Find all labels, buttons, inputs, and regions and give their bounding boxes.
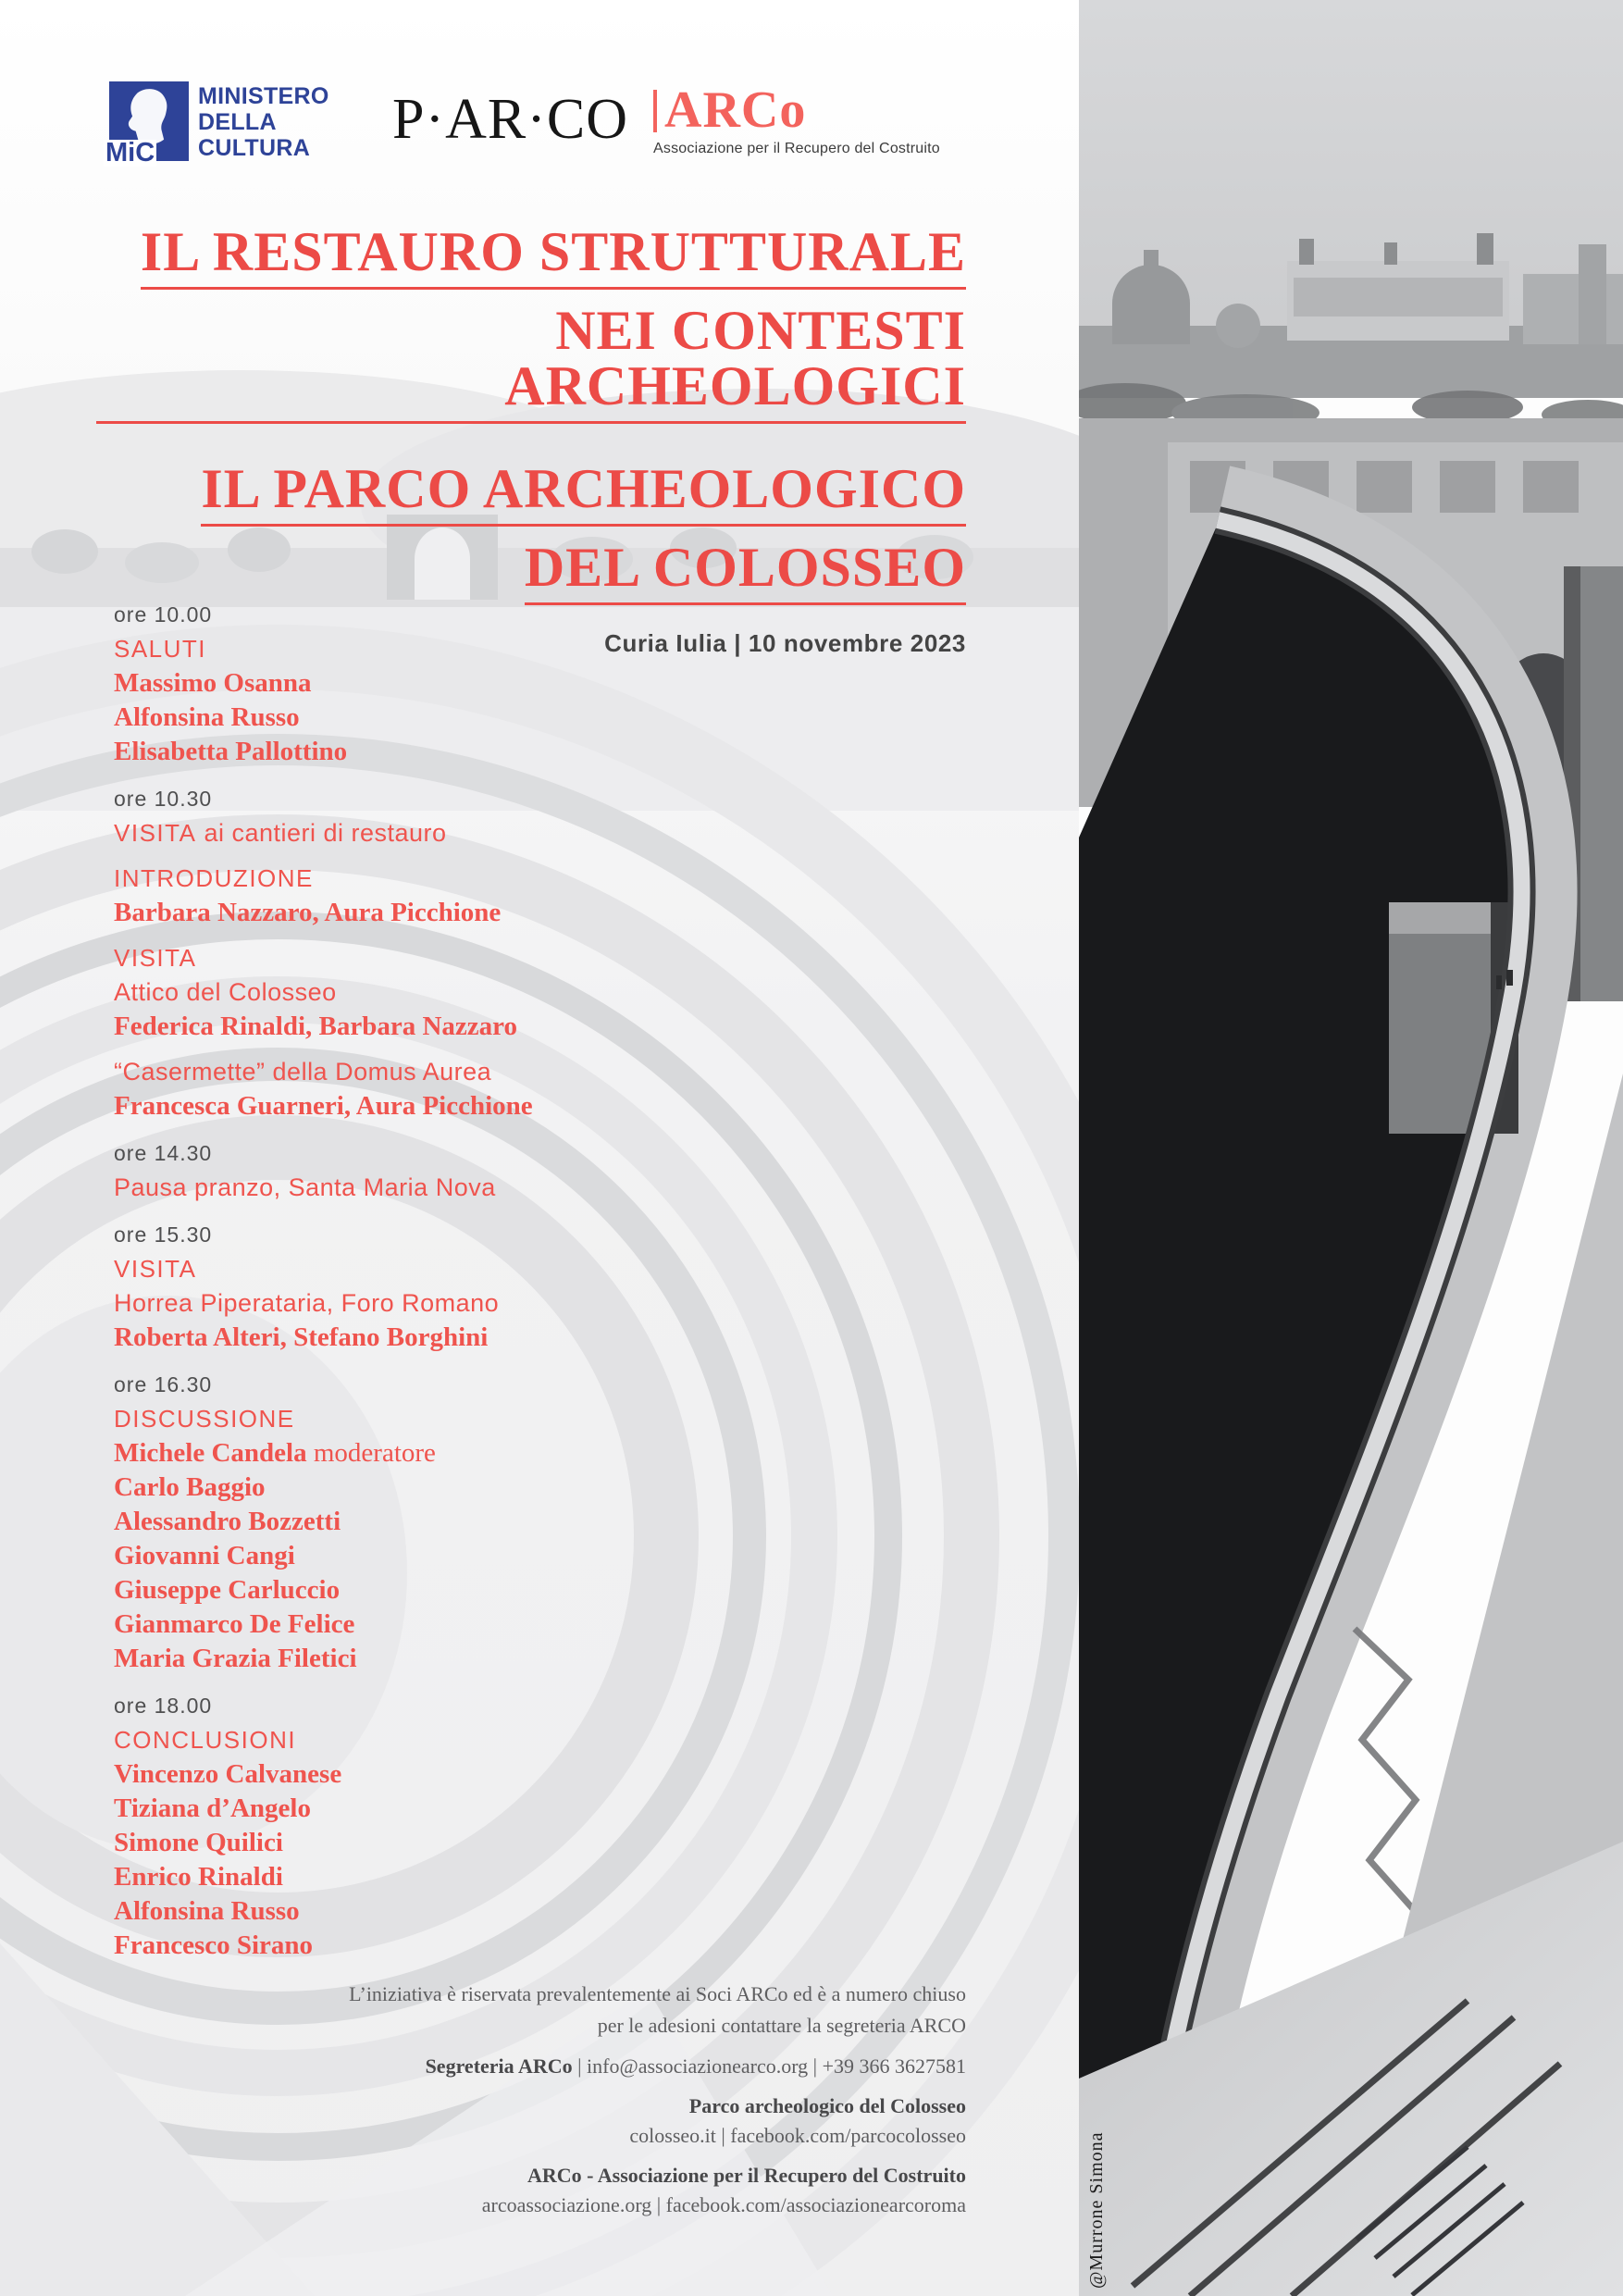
program-activity-line: [114, 1055, 1002, 1089]
program-line-text: Roberta Alteri, Stefano Borghini: [114, 1322, 489, 1352]
program-block: [114, 1368, 1002, 1676]
program-name-line: [114, 1505, 1002, 1539]
program-caption-line: [114, 1723, 1002, 1757]
footer: [96, 1979, 966, 2220]
program-line-text: Horrea Piperataria, Foro Romano: [114, 1289, 500, 1317]
mic-text-line: DELLA: [198, 109, 277, 135]
program-caption-line: [114, 1252, 1002, 1286]
program-section: [114, 1723, 1002, 1963]
footer-note-line: L’iniziativa è riservata prevalentemente ai Soci ARCo ed è a numero chiuso: [349, 1982, 966, 2005]
program-name-line: [114, 735, 1002, 769]
program-line-text: Maria Grazia Filetici: [114, 1644, 357, 1673]
footer-contact-line: [96, 2052, 966, 2081]
program-line-text: Giuseppe Carluccio: [114, 1575, 341, 1605]
program-line-text: “Casermette” della Domus Aurea: [114, 1058, 492, 1086]
program-line-text: Giovanni Cangi: [114, 1541, 295, 1570]
program-name-line: [114, 1792, 1002, 1826]
program-line-rest: moderatore: [306, 1438, 436, 1468]
program-caption-line: [114, 941, 1002, 975]
footer-contact-group: [96, 2161, 966, 2220]
title-line-4: DEL COLOSSEO: [525, 540, 966, 605]
program-line-text: Francesco Sirano: [114, 1930, 314, 1960]
program-line-text: Michele Candela: [114, 1438, 307, 1468]
program-line-rest: ai cantieri di restauro: [196, 819, 447, 847]
colosseum-photo: [1079, 0, 1623, 2296]
program-line-text: INTRODUZIONE: [114, 864, 314, 892]
program-line-text: Pausa pranzo, Santa Maria Nova: [114, 1173, 496, 1201]
mic-logo: [105, 81, 329, 168]
program-time: ore 10.30: [114, 787, 213, 811]
program-name-line: [114, 1471, 1002, 1505]
mic-text-line: MINISTERO: [198, 83, 329, 109]
parco-logo: P·AR·CO: [392, 88, 629, 151]
title-line-3: IL PARCO ARCHEOLOGICO: [201, 461, 966, 527]
footer-contact-rest: arcoassociazione.org | facebook.com/associazionearcoroma: [481, 2193, 966, 2216]
arco-logo-bar: [653, 90, 657, 132]
program-section: [114, 862, 1002, 930]
program-line-text: Gianmarco De Felice: [114, 1609, 355, 1639]
program-line-text: SALUTI: [114, 635, 207, 663]
program-block: [114, 1136, 1002, 1205]
mic-mark: MiC: [105, 138, 155, 168]
photo-credit: @Murrone Simona: [1086, 2131, 1107, 2289]
program-time: ore 10.00: [114, 602, 213, 627]
program-line-text: Simone Quilici: [114, 1828, 283, 1857]
program-name-line: [114, 1929, 1002, 1963]
program-name-line: [114, 1089, 1002, 1123]
program-activity-line: [114, 1286, 1002, 1321]
title-line-1: IL RESTAURO STRUTTURALE: [141, 224, 966, 290]
footer-contact-group: [96, 2052, 966, 2081]
arco-logo-name: ARCo: [664, 81, 807, 139]
program-name-line: [114, 1826, 1002, 1860]
program-line-text: Barbara Nazzaro, Aura Picchione: [114, 898, 502, 927]
footer-contacts: [96, 2052, 966, 2220]
footer-contact-line: [96, 2121, 966, 2151]
program-block: [114, 598, 1002, 769]
footer-contact-line: [96, 2191, 966, 2220]
program-line-text: Carlo Baggio: [114, 1472, 266, 1502]
program-section: [114, 1171, 1002, 1205]
program-time: ore 14.30: [114, 1141, 213, 1165]
arco-logo: [653, 83, 940, 157]
program-line-text: Francesca Guarneri, Aura Picchione: [114, 1091, 533, 1121]
arco-logo-name-row: [653, 83, 940, 137]
program-block: [114, 1689, 1002, 1963]
program-section: [114, 816, 1002, 850]
footer-note-line: per le adesioni contattare la segreteria ARCO: [597, 2014, 966, 2037]
program-section: [114, 632, 1002, 769]
program-schedule: [114, 598, 1002, 1976]
program-caption-line: [114, 816, 1002, 850]
program-name-line: [114, 1539, 1002, 1573]
program-line-text: VISITA: [114, 1255, 197, 1283]
footer-contact-rest: | info@associazionearco.org | +39 366 3627581: [572, 2054, 966, 2078]
program-name-line: [114, 1321, 1002, 1355]
program-line-text: Vincenzo Calvanese: [114, 1759, 342, 1789]
program-block: [114, 782, 1002, 1123]
program-name-line: [114, 896, 1002, 930]
program-activity-line: [114, 975, 1002, 1010]
program-activity-line: [114, 1171, 1002, 1205]
program-name-line: [114, 666, 1002, 701]
program-time: ore 16.30: [114, 1372, 213, 1396]
program-line-text: VISITA: [114, 819, 197, 847]
program-section: [114, 1055, 1002, 1123]
footer-contact-group: [96, 2091, 966, 2151]
program-line-text: Federica Rinaldi, Barbara Nazzaro: [114, 1011, 518, 1041]
arco-logo-subtitle: Associazione per il Recupero del Costruito: [653, 141, 940, 156]
footer-contact-line: [96, 2161, 966, 2191]
venue-date: Curia Iulia | 10 novembre 2023: [604, 629, 966, 657]
program-line-text: Alessandro Bozzetti: [114, 1507, 341, 1536]
program-line-text: Massimo Osanna: [114, 668, 312, 698]
program-name-line: [114, 1010, 1002, 1044]
program-line-text: Alfonsina Russo: [114, 702, 300, 732]
program-section: [114, 1252, 1002, 1355]
program-name-line: [114, 1860, 1002, 1894]
program-line-text: Enrico Rinaldi: [114, 1862, 283, 1892]
program-name-line: [114, 1573, 1002, 1607]
program-caption-line: [114, 1402, 1002, 1436]
program-section: [114, 1402, 1002, 1676]
program-name-line: [114, 701, 1002, 735]
program-line-text: CONCLUSIONI: [114, 1726, 297, 1754]
program-name-line: [114, 1607, 1002, 1642]
program-line-text: VISITA: [114, 944, 197, 972]
program-name-line: [114, 1894, 1002, 1929]
footer-contact-bold: ARCo - Associazione per il Recupero del Costruito: [527, 2164, 966, 2187]
title-line-2: NEI CONTESTI ARCHEOLOGICI: [96, 303, 966, 424]
program-name-line: [114, 1436, 1002, 1471]
footer-contact-bold: Segreteria ARCo: [425, 2054, 573, 2078]
footer-contact-bold: Parco archeologico del Colosseo: [688, 2094, 966, 2117]
program-caption-line: [114, 862, 1002, 896]
mic-logo-icon: [105, 81, 189, 168]
program-line-text: Alfonsina Russo: [114, 1896, 300, 1926]
mic-logo-text: [198, 81, 329, 161]
program-line-text: Attico del Colosseo: [114, 978, 337, 1006]
program-line-text: Tiziana d’Angelo: [114, 1793, 311, 1823]
program-line-text: Elisabetta Pallottino: [114, 737, 348, 766]
logo-row: [0, 0, 1079, 204]
program-name-line: [114, 1642, 1002, 1676]
footer-contact-line: [96, 2091, 966, 2121]
title-block: [96, 221, 966, 658]
program-line-text: DISCUSSIONE: [114, 1405, 295, 1433]
program-name-line: [114, 1757, 1002, 1792]
footer-contact-rest: colosseo.it | facebook.com/parcocolosseo: [629, 2124, 966, 2147]
colosseum-photo-art: [1079, 0, 1623, 2296]
mic-text-line: CULTURA: [198, 135, 311, 161]
program-section: [114, 941, 1002, 1044]
program-caption-line: [114, 632, 1002, 666]
program-block: [114, 1218, 1002, 1355]
program-time: ore 15.30: [114, 1222, 213, 1247]
program-time: ore 18.00: [114, 1694, 213, 1718]
